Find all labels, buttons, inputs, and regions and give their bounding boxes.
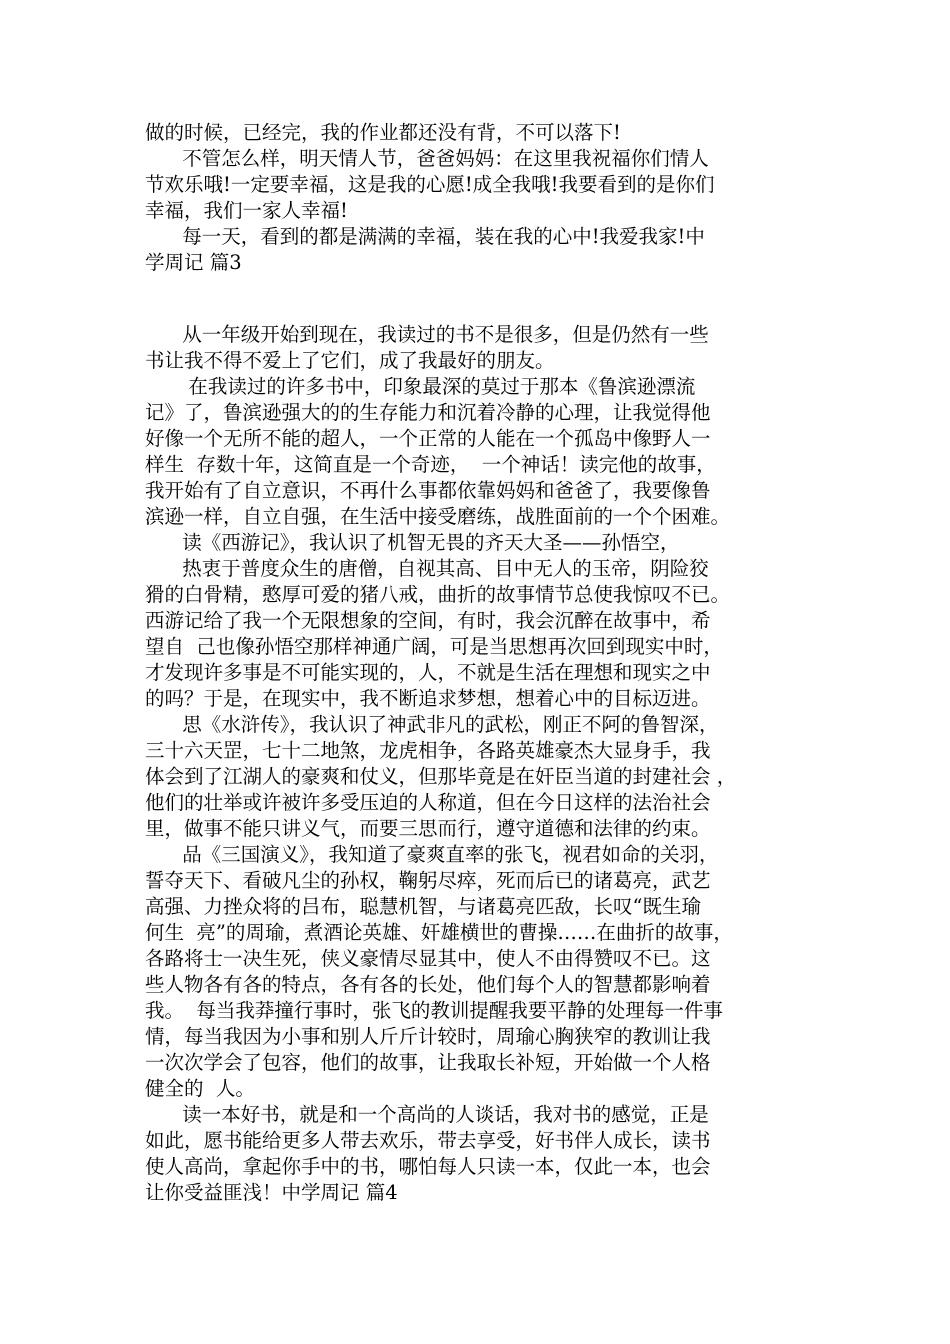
text-line: 在我读过的许多书中，印象最深的莫过于那本《鲁滨逊漂流 [145,375,696,398]
text-line: 里，做事不能只讲义气，而要三思而行，遵守道德和法律的约束。 [145,817,711,840]
text-line: 我开始有了自立意识，不再什么事都依靠妈妈和爸爸了，我要像鲁 [145,479,711,502]
text-line: 些人物各有各的特点，各有各的长处，他们每个人的智慧都影响着 [145,973,711,996]
text-line: 情，每当我因为小事和别人斤斤计较时，周瑜心胸狭窄的教训让我 [145,1025,711,1048]
text-line: 如此，愿书能给更多人带去欢乐，带去享受，好书伴人成长，读书 [145,1129,711,1152]
text-line: 健全的 人。 [145,1077,255,1100]
text-line: 高强、力挫众将的吕布，聪慧机智，与诸葛亮匹敌，长叹“既生瑜 [145,895,701,918]
text-line: 从一年级开始到现在，我读过的书不是很多，但是仍然有一些 [145,323,709,346]
text-line: 让你受益匪浅！中学周记 篇4 [145,1181,398,1204]
text-line: 每一天，看到的都是满满的幸福，装在我的心中!我爱我家!中 [145,225,705,248]
text-line: 书让我不得不爱上了它们，成了我最好的朋友。 [145,349,555,372]
text-line: 使人高尚，拿起你手中的书，哪怕每人只读一本，仅此一本，也会 [145,1155,711,1178]
text-line: 誓夺天下、看破凡尘的孙权，鞠躬尽瘁，死而后已的诸葛亮，武艺 [145,869,711,892]
text-line: 才发现许多事是不可能实现的，人，不就是生活在理想和现实之中 [145,661,711,684]
text-line: 何生 亮”的周瑜，煮酒论英雄、奸雄横世的曹操……在曲折的故事， [145,921,733,944]
text-line: 望自 己也像孙悟空那样神通广阔，可是当思想再次回到现实中时， [145,635,723,658]
text-line: 热衷于普度众生的唐僧，自视其高、目中无人的玉帝，阴险狡 [145,557,709,580]
text-line: 读一本好书，就是和一个高尚的人谈话，我对书的感觉，正是 [145,1103,709,1126]
text-line: 记》了，鲁滨逊强大的的生存能力和沉着冷静的心理，让我觉得他 [145,401,711,424]
text-line: 各路将士一决生死，侠义豪情尽显其中，使人不由得赞叹不已。这 [145,947,711,970]
text-line: 不管怎么样，明天情人节，爸爸妈妈：在这里我祝福你们情人 [145,147,709,170]
section-top-text [145,120,815,276]
text-line: 幸福，我们一家人幸福! [145,199,348,222]
text-line: 的吗？于是，在现实中，我不断追求梦想，想着心中的目标迈进。 [145,687,711,710]
text-line: 做的时候，已经完，我的作业都还没有背，不可以落下! [145,121,621,144]
text-line: 三十六天罡，七十二地煞，龙虎相争，各路英雄豪杰大显身手，我 [145,739,711,762]
text-line: 样生 存数十年，这简直是一个奇迹， 一个神话！读完他的故事， [145,453,716,476]
text-line: 西游记给了我一个无限想象的空间，有时，我会沉醉在故事中，希 [145,609,711,632]
text-line: 一次次学会了包容，他们的故事，让我取长补短，开始做一个人格 [145,1051,711,1074]
text-line: 滨逊一样，自立自强，在生活中接受磨练，战胜面前的一个个困难。 [145,505,731,528]
text-line: 体会到了江湖人的豪爽和仗义，但那毕竟是在奸臣当道的封建社会 ， [145,765,737,788]
text-line: 思《水浒传》，我认识了神武非凡的武松，刚正不阿的鲁智深， [145,713,719,736]
text-line: 猾的白骨精，憨厚可爱的猪八戒，曲折的故事情节总使我惊叹不已。 [145,583,731,606]
section-main-text [145,322,815,1206]
text-line: 好像一个无所不能的超人，一个正常的人能在一个孤岛中像野人一 [145,427,711,450]
text-line: 品《三国演义》，我知道了豪爽直率的张飞，视君如命的关羽， [145,843,719,866]
text-line: 学周记 篇3 [145,251,242,274]
text-line: 读《西游记》，我认识了机智无畏的齐天大圣——孙悟空， [145,531,680,554]
text-line: 他们的壮举或许被许多受压迫的人称道，但在今日这样的法治社会 [145,791,711,814]
text-line: 节欢乐哦!一定要幸福，这是我的心愿!成全我哦!我要看到的是你们 [145,173,715,196]
text-line: 我。 每当我莽撞行事时，张飞的教训提醒我要平静的处理每一件事 [145,999,723,1022]
